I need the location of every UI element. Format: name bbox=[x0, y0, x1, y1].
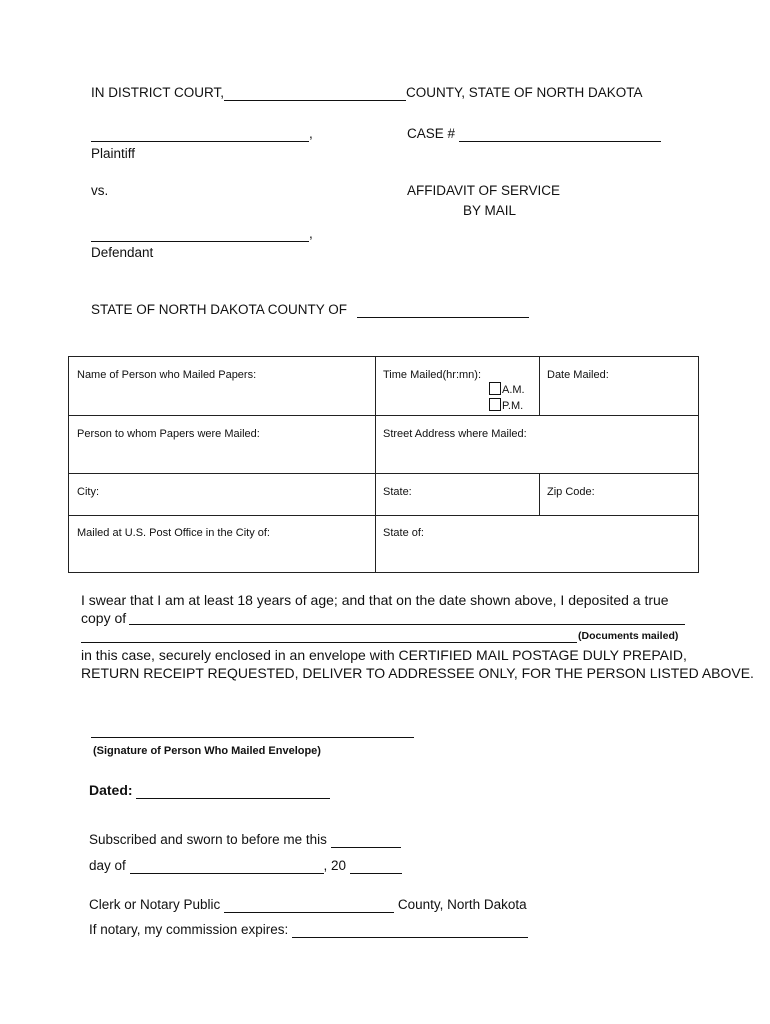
case-number-row bbox=[407, 126, 661, 142]
plaintiff-name-row bbox=[91, 126, 313, 142]
case-label: CASE # bbox=[407, 126, 456, 141]
city-label: City: bbox=[77, 486, 99, 498]
day-of-row bbox=[89, 858, 402, 874]
post-office-city-label: Mailed at U.S. Post Office in the City of: bbox=[77, 527, 270, 539]
plaintiff-label: Plaintiff bbox=[91, 146, 136, 161]
day-of-label: day of bbox=[89, 858, 126, 873]
defendant-comma: , bbox=[309, 226, 313, 241]
dated-field[interactable] bbox=[136, 782, 330, 799]
plaintiff-comma: , bbox=[309, 126, 313, 141]
copy-of-field[interactable] bbox=[129, 624, 685, 625]
defendant-label: Defendant bbox=[91, 245, 154, 260]
subscribed-row bbox=[89, 832, 401, 848]
dated-row bbox=[89, 782, 330, 799]
pm-label: P.M. bbox=[502, 400, 524, 412]
pm-checkbox[interactable] bbox=[489, 398, 501, 411]
affidavit-title-line1: AFFIDAVIT OF SERVICE bbox=[407, 183, 561, 198]
documents-mailed-field[interactable] bbox=[81, 642, 577, 643]
affidavit-title-line2: BY MAIL bbox=[463, 203, 517, 218]
county-name-field[interactable] bbox=[224, 85, 406, 101]
year-field[interactable] bbox=[350, 858, 402, 874]
clerk-label: Clerk or Notary Public bbox=[89, 897, 221, 912]
defendant-name-field[interactable] bbox=[91, 226, 309, 242]
oath-line-4: RETURN RECEIPT REQUESTED, DELIVER TO ADDRESSEE ONLY, FOR THE PERSON LISTED ABOVE. bbox=[81, 665, 754, 681]
plaintiff-name-field[interactable] bbox=[91, 126, 309, 142]
column-divider bbox=[375, 357, 376, 572]
row-divider bbox=[69, 415, 698, 416]
pm-option[interactable] bbox=[489, 398, 523, 412]
zip-code-label: Zip Code: bbox=[547, 486, 595, 498]
commission-row bbox=[89, 922, 528, 938]
oath-line-1: I swear that I am at least 18 years of age; and that on the date shown above, I deposited a true bbox=[81, 592, 669, 608]
court-suffix: COUNTY, STATE OF NORTH DAKOTA bbox=[406, 85, 643, 100]
column-divider bbox=[539, 473, 540, 515]
signature-field[interactable] bbox=[91, 737, 414, 738]
clerk-row bbox=[89, 897, 527, 913]
dated-label: Dated: bbox=[89, 782, 133, 798]
am-label: A.M. bbox=[502, 384, 525, 396]
county-nd-label: County, North Dakota bbox=[397, 897, 527, 912]
oath-line-3: in this case, securely enclosed in an envelope with CERTIFIED MAIL POSTAGE DULY PREPAID, bbox=[81, 647, 687, 663]
subscribed-label: Subscribed and sworn to before me this bbox=[89, 832, 327, 847]
state-county-row bbox=[91, 302, 529, 318]
court-prefix: IN DISTRICT COURT, bbox=[91, 85, 225, 100]
column-divider bbox=[539, 357, 540, 415]
mailing-details-table bbox=[68, 356, 699, 573]
notary-county-field[interactable] bbox=[224, 897, 394, 913]
date-mailed-label: Date Mailed: bbox=[547, 369, 609, 381]
defendant-name-row bbox=[91, 226, 313, 242]
signature-caption: (Signature of Person Who Mailed Envelope) bbox=[93, 745, 321, 757]
street-address-label: Street Address where Mailed: bbox=[383, 428, 527, 440]
vs-label: vs. bbox=[91, 183, 109, 198]
documents-mailed-caption: (Documents mailed) bbox=[578, 630, 679, 642]
commission-label: If notary, my commission expires: bbox=[89, 922, 289, 937]
state-label: State: bbox=[383, 486, 412, 498]
commission-expires-field[interactable] bbox=[292, 922, 528, 938]
name-of-person-label: Name of Person who Mailed Papers: bbox=[77, 369, 257, 381]
time-mailed-label: Time Mailed(hr:mn): bbox=[383, 369, 481, 381]
row-divider bbox=[69, 473, 698, 474]
year-prefix: , 20 bbox=[323, 858, 347, 873]
case-number-field[interactable] bbox=[459, 126, 661, 142]
copy-of-label: copy of bbox=[81, 610, 127, 626]
subscribed-day-field[interactable] bbox=[331, 832, 401, 848]
month-field[interactable] bbox=[130, 858, 324, 874]
person-to-whom-label: Person to whom Papers were Mailed: bbox=[77, 428, 260, 440]
state-of-label: State of: bbox=[383, 527, 424, 539]
state-county-label: STATE OF NORTH DAKOTA COUNTY OF bbox=[91, 302, 348, 317]
am-checkbox[interactable] bbox=[489, 382, 501, 395]
am-option[interactable] bbox=[489, 382, 525, 396]
court-heading bbox=[91, 85, 643, 101]
row-divider bbox=[69, 515, 698, 516]
county-of-field[interactable] bbox=[357, 302, 529, 318]
